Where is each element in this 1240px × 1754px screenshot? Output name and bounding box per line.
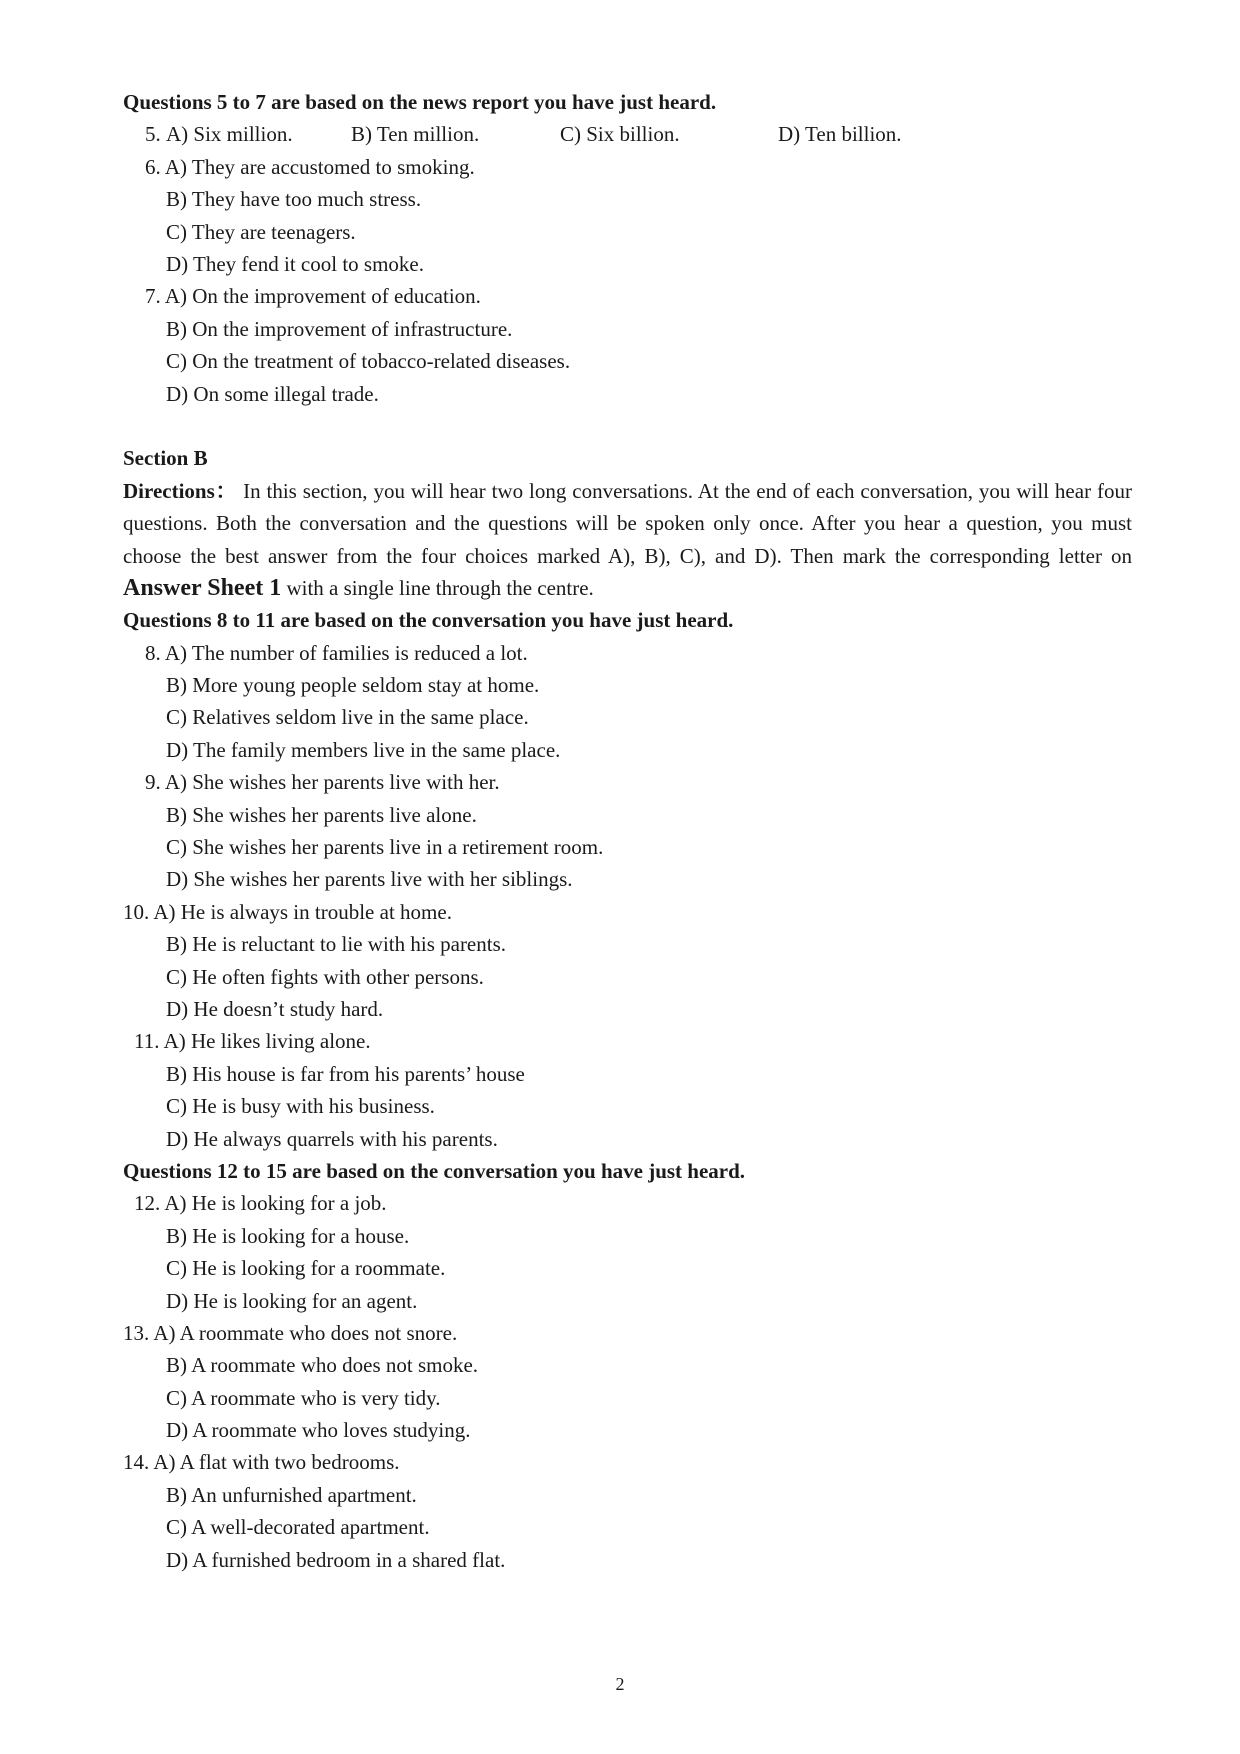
directions-end: with a single line through the centre. [281,575,594,600]
option-d: D) On some illegal trade. [166,381,379,406]
option-d: D) Ten billion. [778,122,902,147]
question-number: 8. [145,640,161,665]
directions [123,475,1132,605]
question-14 [123,1446,1132,1576]
option-a: A) The number of families is reduced a lot. [164,640,528,665]
option-line [123,1349,1132,1381]
option-c: C) Six billion. [560,122,680,147]
question-list [123,151,1132,410]
option-c: C) They are teenagers. [166,219,356,244]
option-line [123,183,1132,215]
exam-page [123,86,1132,1576]
question-number: 11. [134,1029,160,1054]
question-7 [123,280,1132,410]
option-a: A) He is always in trouble at home. [153,899,452,924]
question-number: 9. [145,770,161,795]
question-number: 12. [134,1191,161,1216]
option-a: A) A roommate who does not snore. [153,1320,458,1345]
option-line [123,1187,1132,1219]
option-c: C) He is looking for a roommate. [166,1256,446,1281]
question-groups [123,604,1132,1576]
option-line [123,216,1132,248]
option-d: D) He is looking for an agent. [166,1288,418,1313]
question-8 [123,637,1132,767]
option-line [123,799,1132,831]
directions-label: Directions： [123,478,238,503]
option-line [123,1090,1132,1122]
question-list [123,1187,1132,1576]
option-a: A) He likes living alone. [163,1029,371,1054]
question-9 [123,766,1132,896]
option-a: A) On the improvement of education. [164,284,481,309]
question-5 [123,118,1132,150]
option-line [123,961,1132,993]
question-6 [123,151,1132,281]
option-line [123,1544,1132,1576]
question-number: 10. [123,899,150,924]
question-number: 7. [145,284,161,309]
option-a: A) Six million. [166,122,293,147]
option-d: D) The family members live in the same place. [166,737,561,762]
option-line [123,248,1132,280]
option-line [123,1317,1132,1349]
option-c: C) A well-decorated apartment. [166,1515,430,1540]
option-line [123,345,1132,377]
option-b: B) A roommate who does not smoke. [166,1353,479,1378]
option-line [123,1382,1132,1414]
option-a: A) They are accustomed to smoking. [164,154,475,179]
question-number: 13. [123,1320,150,1345]
option-line [123,1285,1132,1317]
group-header: Questions 12 to 15 are based on the conversation you have just heard. [123,1158,746,1183]
option-line [123,1479,1132,1511]
directions-text: In this section, you will hear two long conversations. At the end of each conversation, you will hear four questions. Both the conversation and the questions will be spoken only once. After you hear a question, you must choose the best answer from the four choices marked A), B), C), and D). Then mark the corresponding letter on [123,478,1132,568]
option-line [123,637,1132,669]
group-header: Questions 8 to 11 are based on the conversation you have just heard. [123,608,734,633]
option-line [123,1058,1132,1090]
section-title: Section B [123,446,208,471]
option-d: D) They fend it cool to smoke. [166,251,424,276]
group-header: Questions 5 to 7 are based on the news report you have just heard. [123,90,717,114]
option-line [123,151,1132,183]
option-b: B) On the improvement of infrastructure. [166,316,513,341]
option-c: C) He often fights with other persons. [166,964,484,989]
option-c: C) A roommate who is very tidy. [166,1385,441,1410]
option-line [123,701,1132,733]
option-b: B) His house is far from his parents’ house [166,1061,525,1086]
option-d: D) He always quarrels with his parents. [166,1126,498,1151]
question-11 [123,1025,1132,1155]
option-line [123,1025,1132,1057]
question-13 [123,1317,1132,1447]
option-d: D) She wishes her parents live with her siblings. [166,867,573,892]
option-c: C) He is busy with his business. [166,1094,435,1119]
option-line [123,896,1132,928]
question-number: 5. [145,122,161,147]
option-line [123,1252,1132,1284]
option-line [123,993,1132,1025]
option-a: A) A flat with two bedrooms. [153,1450,400,1475]
option-line [123,1414,1132,1446]
option-b: B) He is looking for a house. [166,1223,410,1248]
option-line [123,831,1132,863]
question-number: 6. [145,154,161,179]
option-line [123,1446,1132,1478]
option-line [123,863,1132,895]
option-b: B) Ten million. [351,122,480,147]
option-line [123,1123,1132,1155]
option-line [123,313,1132,345]
option-line [123,669,1132,701]
question-number: 14. [123,1450,150,1475]
option-d: D) He doesn’t study hard. [166,997,384,1021]
question-10 [123,896,1132,1026]
option-line [123,280,1132,312]
question-12 [123,1187,1132,1317]
option-b: B) They have too much stress. [166,187,422,212]
option-b: B) An unfurnished apartment. [166,1482,417,1507]
option-line [123,734,1132,766]
answer-sheet-label: Answer Sheet 1 [123,574,282,601]
option-a: A) He is looking for a job. [164,1191,387,1216]
option-line [123,378,1132,410]
option-b: B) He is reluctant to lie with his parents. [166,932,507,957]
option-b: B) More young people seldom stay at home. [166,673,540,698]
option-c: C) Relatives seldom live in the same place. [166,705,529,730]
option-c: C) On the treatment of tobacco-related diseases. [166,349,571,374]
option-line [123,1220,1132,1252]
option-line [123,766,1132,798]
option-line [123,1511,1132,1543]
option-a: A) She wishes her parents live with her. [164,770,500,795]
option-b: B) She wishes her parents live alone. [166,802,477,827]
option-c: C) She wishes her parents live in a retirement room. [166,835,604,860]
page-number: 2 [615,1674,625,1694]
option-d: D) A furnished bedroom in a shared flat. [166,1547,506,1572]
option-d: D) A roommate who loves studying. [166,1418,471,1443]
question-list [123,637,1132,1155]
option-line [123,928,1132,960]
